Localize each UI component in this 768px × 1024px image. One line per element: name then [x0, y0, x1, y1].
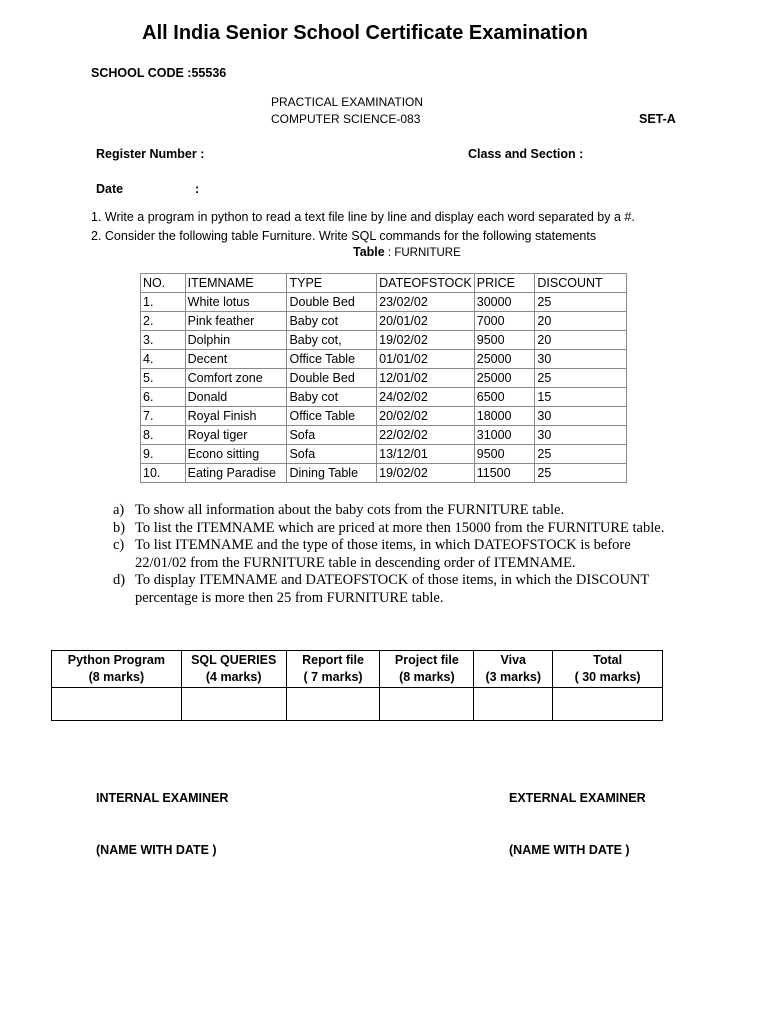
table-caption-name: : FURNITURE	[384, 247, 461, 259]
table-cell: 10.	[141, 464, 186, 483]
marks-header-python	[52, 651, 182, 688]
column-header: ITEMNAME	[185, 274, 287, 293]
table-cell: Baby cot,	[287, 331, 377, 350]
table-row	[141, 445, 627, 464]
sql-question	[113, 572, 683, 607]
table-cell: 7000	[474, 312, 535, 331]
table-row	[141, 426, 627, 445]
external-examiner-label: EXTERNAL EXAMINER	[509, 791, 646, 805]
exam-title-line2: COMPUTER SCIENCE-083	[271, 112, 421, 126]
table-cell: 25	[535, 369, 627, 388]
school-code: SCHOOL CODE :55536	[91, 66, 227, 80]
table-caption	[353, 245, 461, 259]
sql-question-text: To list ITEMNAME and the type of those items, in which DATEOFSTOCK is before 22/01/02 from the FURNITURE table in descending order of ITEMNAME.	[135, 537, 631, 571]
sql-question	[113, 520, 683, 538]
table-header-row	[141, 274, 627, 293]
marks-header-viva	[474, 651, 553, 688]
marks-header-marks: ( 7 marks)	[303, 670, 363, 684]
column-header: DATEOFSTOCK	[377, 274, 475, 293]
marks-header-title: Viva	[500, 653, 526, 667]
table-cell: 22/02/02	[377, 426, 475, 445]
marks-entry-cell	[52, 688, 182, 721]
marks-header-project	[380, 651, 474, 688]
table-cell: 30000	[474, 293, 535, 312]
table-cell: 20	[535, 312, 627, 331]
table-cell: Baby cot	[287, 388, 377, 407]
marks-header-title: SQL QUERIES	[191, 653, 277, 667]
page-title: All India Senior School Certificate Examination	[142, 22, 588, 44]
class-section-label: Class and Section :	[468, 147, 584, 161]
table-cell: 12/01/02	[377, 369, 475, 388]
table-cell: Eating Paradise	[185, 464, 287, 483]
table-cell: 4.	[141, 350, 186, 369]
table-cell: 30	[535, 426, 627, 445]
table-row	[141, 350, 627, 369]
marks-entry-cell	[181, 688, 286, 721]
table-cell: 8.	[141, 426, 186, 445]
table-cell: 6500	[474, 388, 535, 407]
table-cell: Donald	[185, 388, 287, 407]
sql-question-text: To list the ITEMNAME which are priced at more then 15000 from the FURNITURE table.	[135, 519, 665, 536]
marks-header-sql	[181, 651, 286, 688]
table-cell: 3.	[141, 331, 186, 350]
table-cell: 5.	[141, 369, 186, 388]
marks-entry-cell	[553, 688, 663, 721]
table-cell: Econo sitting	[185, 445, 287, 464]
table-cell: 18000	[474, 407, 535, 426]
table-cell: Double Bed	[287, 369, 377, 388]
table-cell: White lotus	[185, 293, 287, 312]
table-cell: 20/02/02	[377, 407, 475, 426]
table-cell: 9.	[141, 445, 186, 464]
table-row	[141, 464, 627, 483]
table-cell: Sofa	[287, 426, 377, 445]
date-label: Date	[96, 182, 124, 196]
table-cell: Dining Table	[287, 464, 377, 483]
register-number-label: Register Number :	[96, 147, 205, 161]
marks-header-marks: ( 30 marks)	[574, 670, 641, 684]
table-row	[141, 388, 627, 407]
marks-header-total	[553, 651, 663, 688]
table-cell: 9500	[474, 331, 535, 350]
marks-entry-cell	[380, 688, 474, 721]
table-cell: 13/12/01	[377, 445, 475, 464]
table-cell: 24/02/02	[377, 388, 475, 407]
table-cell: 25000	[474, 350, 535, 369]
furniture-table	[140, 273, 627, 483]
column-header: NO.	[141, 274, 186, 293]
table-cell: 11500	[474, 464, 535, 483]
table-cell: 1.	[141, 293, 186, 312]
table-cell: 25	[535, 293, 627, 312]
table-cell: 9500	[474, 445, 535, 464]
internal-examiner-label: INTERNAL EXAMINER	[96, 791, 229, 805]
sql-question-mark: a)	[113, 502, 125, 518]
table-cell: 15	[535, 388, 627, 407]
date-colon: :	[195, 182, 200, 196]
marks-header-marks: (8 marks)	[399, 670, 455, 684]
table-cell: 20	[535, 331, 627, 350]
marks-entry-row	[52, 688, 663, 721]
table-row	[141, 407, 627, 426]
marks-header-title: Report file	[302, 653, 364, 667]
column-header: PRICE	[474, 274, 535, 293]
table-cell: 7.	[141, 407, 186, 426]
marks-header-title: Total	[593, 653, 623, 667]
table-cell: 6.	[141, 388, 186, 407]
table-cell: Dolphin	[185, 331, 287, 350]
table-cell: Office Table	[287, 350, 377, 369]
sql-question-mark: b)	[113, 519, 126, 536]
table-cell: Decent	[185, 350, 287, 369]
table-cell: 25	[535, 445, 627, 464]
table-cell: 25	[535, 464, 627, 483]
table-cell: Royal tiger	[185, 426, 287, 445]
marks-header-marks: (3 marks)	[485, 670, 542, 684]
question-2: 2. Consider the following table Furniture. Write SQL commands for the following statements	[91, 229, 597, 243]
marks-header-title: Project file	[394, 653, 459, 667]
table-cell: 01/01/02	[377, 350, 475, 369]
table-cell: Office Table	[287, 407, 377, 426]
sql-question-list	[113, 502, 683, 607]
table-row	[141, 369, 627, 388]
marks-header-row	[52, 651, 663, 688]
column-header: DISCOUNT	[535, 274, 627, 293]
table-caption-label: Table	[353, 245, 385, 259]
internal-name-date: (NAME WITH DATE )	[96, 843, 217, 857]
table-row	[141, 293, 627, 312]
marks-entry-cell	[474, 688, 553, 721]
exam-title-line1: PRACTICAL EXAMINATION	[271, 95, 424, 109]
table-cell: Baby cot	[287, 312, 377, 331]
sql-question-text: To show all information about the baby cots from the FURNITURE table.	[135, 502, 565, 518]
sql-question-text: To display ITEMNAME and DATEOFSTOCK of those items, in which the DISCOUNT percentage is more then 25 from FURNITURE table.	[135, 572, 649, 606]
marks-header-title: Python Program	[67, 653, 165, 667]
table-cell: Sofa	[287, 445, 377, 464]
sql-question	[113, 537, 683, 572]
table-cell: Comfort zone	[185, 369, 287, 388]
question-1: 1. Write a program in python to read a text file line by line and display each word separated by a #.	[91, 210, 635, 224]
table-row	[141, 331, 627, 350]
set-label: SET-A	[639, 112, 676, 126]
table-cell: 19/02/02	[377, 464, 475, 483]
table-cell: Double Bed	[287, 293, 377, 312]
sql-question-mark: c)	[113, 537, 125, 553]
column-header: TYPE	[287, 274, 377, 293]
marks-header-report	[286, 651, 380, 688]
marks-header-marks: (4 marks)	[205, 670, 262, 684]
table-cell: 31000	[474, 426, 535, 445]
table-cell: Pink feather	[185, 312, 287, 331]
table-cell: 25000	[474, 369, 535, 388]
table-cell: 20/01/02	[377, 312, 475, 331]
table-cell: 30	[535, 407, 627, 426]
external-name-date: (NAME WITH DATE )	[509, 843, 630, 857]
sql-question-mark: d)	[113, 572, 126, 588]
marks-entry-cell	[286, 688, 380, 721]
marks-header-marks: (8 marks)	[88, 670, 145, 684]
table-cell: 30	[535, 350, 627, 369]
table-cell: 2.	[141, 312, 186, 331]
table-cell: 23/02/02	[377, 293, 475, 312]
sql-question	[113, 502, 683, 520]
table-cell: 19/02/02	[377, 331, 475, 350]
marks-table	[51, 650, 663, 721]
table-row	[141, 312, 627, 331]
table-cell: Royal Finish	[185, 407, 287, 426]
